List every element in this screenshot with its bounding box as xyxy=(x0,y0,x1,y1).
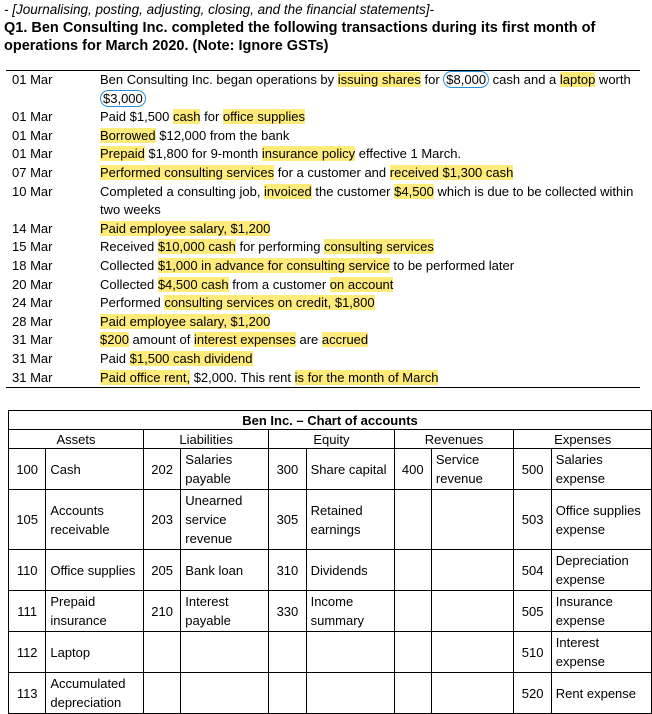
highlighted-text: insurance policy xyxy=(261,146,356,162)
highlighted-text: accrued xyxy=(321,332,369,348)
chart-of-accounts-table xyxy=(8,410,652,714)
account-number: 400 xyxy=(394,449,431,490)
account-name: Interest payable xyxy=(181,591,269,632)
account-name xyxy=(306,632,394,673)
account-name xyxy=(431,591,514,632)
text-segment: effective 1 March. xyxy=(355,146,462,162)
question-heading: Q1. Ben Consulting Inc. completed the following transactions during its first month of operations for March 2020. (Note: Ignore GSTs) xyxy=(4,20,596,54)
transaction-description xyxy=(100,369,640,388)
account-name: Unearned service revenue xyxy=(181,490,269,550)
highlighted-text: consulting services xyxy=(324,239,434,255)
coa-row xyxy=(9,673,652,714)
transaction-description xyxy=(100,108,640,127)
highlighted-text: consulting services on credit, $1,800 xyxy=(164,295,375,311)
transaction-row xyxy=(6,108,640,127)
account-name xyxy=(306,673,394,714)
text-segment: $1,800 for 9-month xyxy=(144,146,262,162)
text-segment: Ben Consulting Inc. began operations by xyxy=(100,72,338,87)
account-name: Cash xyxy=(46,449,144,490)
coa-row xyxy=(9,591,652,632)
text-segment: cash and a xyxy=(489,72,560,87)
coa-row xyxy=(9,550,652,591)
account-number: 202 xyxy=(143,449,180,490)
account-number: 305 xyxy=(269,490,306,550)
transaction-row xyxy=(6,71,640,108)
account-name xyxy=(431,673,514,714)
account-number: 510 xyxy=(514,632,551,673)
transaction-row xyxy=(6,350,640,369)
transaction-date: 15 Mar xyxy=(12,239,53,255)
account-number xyxy=(143,632,180,673)
account-number: 330 xyxy=(269,591,306,632)
highlighted-text: $4,500 xyxy=(394,183,434,199)
account-name: Accounts receivable xyxy=(46,490,144,550)
coa-header-equity: Equity xyxy=(269,430,394,449)
highlighted-text: cash xyxy=(173,109,201,125)
transaction-date: 20 Mar xyxy=(12,276,53,292)
account-number: 205 xyxy=(143,550,180,591)
account-number xyxy=(269,632,306,673)
highlighted-text: interest expenses xyxy=(193,332,296,348)
account-name: Retained earnings xyxy=(306,490,394,550)
transaction-date: 14 Mar xyxy=(12,220,53,236)
section-note: - [Journalising, posting, adjusting, closing, and the financial statements]- xyxy=(4,2,434,17)
account-number: 520 xyxy=(514,673,551,714)
text-segment: are xyxy=(295,332,322,348)
account-number: 100 xyxy=(9,449,46,490)
account-number xyxy=(394,632,431,673)
account-number xyxy=(269,673,306,714)
highlighted-text: on account xyxy=(329,276,394,292)
transaction-description xyxy=(100,220,640,239)
transaction-date: 28 Mar xyxy=(12,313,53,329)
transaction-date: 31 Mar xyxy=(12,369,53,385)
coa-header-expenses: Expenses xyxy=(514,430,652,449)
highlighted-text: $10,000 cash xyxy=(157,239,236,255)
account-name: Income summary xyxy=(306,591,394,632)
account-number xyxy=(394,673,431,714)
account-number xyxy=(394,591,431,632)
account-number: 203 xyxy=(143,490,180,550)
account-name: Salaries expense xyxy=(551,449,651,490)
account-number: 310 xyxy=(269,550,306,591)
circled-amount: $8,000 xyxy=(443,71,489,88)
transaction-description xyxy=(100,127,640,146)
transaction-row xyxy=(6,331,640,350)
account-number: 300 xyxy=(269,449,306,490)
account-name xyxy=(181,673,269,714)
transaction-date: 01 Mar xyxy=(12,72,53,87)
transaction-date: 24 Mar xyxy=(12,295,53,311)
transaction-date: 10 Mar xyxy=(12,183,53,199)
highlighted-text: Paid employee salary, $1,200 xyxy=(100,313,271,329)
text-segment: the customer xyxy=(311,183,395,199)
account-name: Salaries payable xyxy=(181,449,269,490)
account-name: Interest expense xyxy=(551,632,651,673)
coa-header-liabilities: Liabilities xyxy=(143,430,268,449)
account-name: Service revenue xyxy=(431,449,514,490)
account-name xyxy=(431,632,514,673)
highlighted-text: Paid employee salary, $1,200 xyxy=(100,220,271,236)
account-number: 500 xyxy=(514,449,551,490)
account-name: Laptop xyxy=(46,632,144,673)
transaction-description xyxy=(100,257,640,276)
text-segment: Received xyxy=(100,239,158,255)
transaction-date: 07 Mar xyxy=(12,164,53,180)
text-segment: which is due to be collected within two weeks xyxy=(100,183,634,218)
account-number xyxy=(394,550,431,591)
coa-row xyxy=(9,632,652,673)
text-segment: Collected xyxy=(100,257,158,273)
transaction-description xyxy=(100,350,640,369)
transaction-date: 31 Mar xyxy=(12,350,53,366)
text-segment: for performing xyxy=(235,239,325,255)
account-number: 504 xyxy=(514,550,551,591)
account-name xyxy=(181,632,269,673)
transaction-date: 01 Mar xyxy=(12,127,53,143)
coa-header-revenues: Revenues xyxy=(394,430,514,449)
highlighted-text: $1,000 in advance for consulting service xyxy=(157,257,390,273)
coa-header-row xyxy=(9,430,652,449)
highlighted-text: $200 xyxy=(100,332,129,348)
transaction-row xyxy=(6,313,640,332)
account-name: Prepaid insurance xyxy=(46,591,144,632)
text-segment: Completed a consulting job, xyxy=(100,183,265,199)
coa-title: Ben Inc. – Chart of accounts xyxy=(9,411,652,430)
transaction-row xyxy=(6,294,640,313)
transaction-description xyxy=(100,183,640,220)
transaction-description xyxy=(100,313,640,332)
transactions-list xyxy=(6,70,640,388)
account-number: 210 xyxy=(143,591,180,632)
highlighted-text: invoiced xyxy=(264,183,312,199)
transaction-row xyxy=(6,238,640,257)
transaction-description xyxy=(100,164,640,183)
transaction-row xyxy=(6,183,640,220)
account-number xyxy=(143,673,180,714)
account-name xyxy=(431,550,514,591)
highlighted-text: $4,500 cash xyxy=(157,276,229,292)
text-segment: Paid xyxy=(100,350,130,366)
text-segment: worth xyxy=(595,72,631,87)
account-name: Depreciation expense xyxy=(551,550,651,591)
text-segment: from a customer xyxy=(228,276,330,292)
account-name xyxy=(431,490,514,550)
transaction-description xyxy=(100,238,640,257)
account-number: 111 xyxy=(9,591,46,632)
transaction-description xyxy=(100,294,640,313)
transaction-row xyxy=(6,127,640,146)
account-number: 105 xyxy=(9,490,46,550)
coa-row xyxy=(9,449,652,490)
transaction-description xyxy=(100,276,640,295)
coa-row xyxy=(9,490,652,550)
text-segment: for a customer and xyxy=(274,164,390,180)
account-name: Accumulated depreciation xyxy=(46,673,144,714)
highlighted-text: issuing shares xyxy=(337,72,421,87)
highlighted-text: laptop xyxy=(559,72,596,87)
text-segment: for xyxy=(200,109,223,125)
account-number: 113 xyxy=(9,673,46,714)
text-segment: $2,000. This rent xyxy=(190,369,295,385)
text-segment: Performed xyxy=(100,295,165,311)
highlighted-text: Paid office rent, xyxy=(100,369,191,385)
transaction-row xyxy=(6,276,640,295)
transaction-date: 31 Mar xyxy=(12,332,53,348)
transaction-row xyxy=(6,145,640,164)
text-segment: $12,000 from the bank xyxy=(155,127,290,143)
text-segment: amount of xyxy=(128,332,194,348)
text-segment: Collected xyxy=(100,276,158,292)
highlighted-text: Borrowed xyxy=(100,127,156,143)
highlighted-text: received $1,300 cash xyxy=(389,164,514,180)
highlighted-text: $1,500 cash dividend xyxy=(129,350,253,366)
account-number: 110 xyxy=(9,550,46,591)
account-number: 505 xyxy=(514,591,551,632)
transaction-row xyxy=(6,164,640,183)
text-segment: Paid $1,500 xyxy=(100,109,174,125)
account-name: Office supplies xyxy=(46,550,144,591)
account-number xyxy=(394,490,431,550)
transaction-date: 18 Mar xyxy=(12,257,53,273)
account-name: Insurance expense xyxy=(551,591,651,632)
highlighted-text: office supplies xyxy=(222,109,306,125)
transaction-date: 01 Mar xyxy=(12,146,53,162)
account-name: Office supplies expense xyxy=(551,490,651,550)
highlighted-text: is for the month of March xyxy=(294,369,439,385)
highlighted-text: Performed consulting services xyxy=(100,164,275,180)
account-name: Share capital xyxy=(306,449,394,490)
account-name: Dividends xyxy=(306,550,394,591)
circled-amount: $3,000 xyxy=(100,90,146,107)
transaction-description xyxy=(100,71,640,108)
account-name: Bank loan xyxy=(181,550,269,591)
account-name: Rent expense xyxy=(551,673,651,714)
highlighted-text: Prepaid xyxy=(100,146,145,162)
transaction-row xyxy=(6,369,640,388)
text-segment: to be performed later xyxy=(389,257,515,273)
transaction-row xyxy=(6,220,640,239)
transaction-description xyxy=(100,145,640,164)
account-number: 112 xyxy=(9,632,46,673)
text-segment: for xyxy=(420,72,444,87)
transaction-date: 01 Mar xyxy=(12,109,53,125)
account-number: 503 xyxy=(514,490,551,550)
transaction-description xyxy=(100,331,640,350)
coa-header-assets: Assets xyxy=(9,430,144,449)
transaction-row xyxy=(6,257,640,276)
